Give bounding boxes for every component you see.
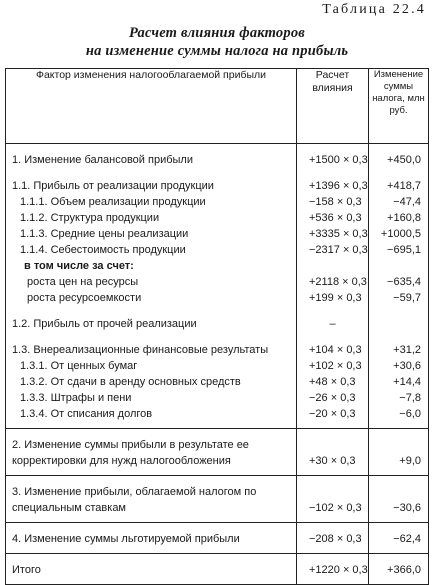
tax-factor-table — [5, 68, 429, 585]
title-line-2: на изменение суммы налога на прибыль — [85, 43, 349, 59]
calculation-value: +199 × 0,3 — [309, 292, 362, 304]
tax-change-value: +31,2 — [393, 344, 421, 356]
spacer — [12, 306, 292, 316]
tax-change-value: −6,0 — [399, 408, 421, 420]
factor-label: 2. Изменение суммы прибыли в результате ее — [12, 439, 249, 451]
table-number: Таблица 22.4 — [322, 2, 426, 17]
factor-label: роста ресурсоемкости — [27, 292, 142, 304]
calculation-cell — [297, 144, 369, 429]
calculation-cell — [297, 476, 369, 523]
calculation-cell — [297, 554, 369, 585]
spacer — [371, 306, 425, 316]
factor-label: 1.3.3. Штрафы и пени — [20, 392, 132, 404]
tax-change-value: +418,7 — [387, 180, 421, 192]
table-group-2 — [6, 429, 429, 476]
calculation-value: +3335 × 0,3 — [309, 228, 368, 240]
tax-change-value: +30,6 — [393, 360, 421, 372]
header-factor: Фактор изменения налогооблагаемой прибыли — [6, 69, 297, 144]
calculation-value: −102 × 0,3 — [309, 502, 362, 514]
calculation-value: +536 × 0,3 — [309, 212, 362, 224]
calculation-value — [301, 258, 364, 274]
tax-change-value: −62,4 — [393, 533, 421, 545]
tax-change-value: −59,7 — [393, 292, 421, 304]
factor-label: 1.1.3. Средние цены реализации — [20, 228, 189, 240]
tax-change-value: −635,4 — [387, 276, 421, 288]
tax-change-value: −47,4 — [393, 196, 421, 208]
calculation-value: +104 × 0,3 — [309, 344, 362, 356]
spacer — [301, 306, 364, 316]
tax-change-value — [371, 484, 425, 500]
calculation-value: +1396 × 0,3 — [309, 180, 368, 192]
calculation-value: +102 × 0,3 — [309, 360, 362, 372]
factor-label: 1.1.2. Структура продукции — [20, 212, 160, 224]
tax-change-value: −695,1 — [387, 244, 421, 256]
table-title — [0, 24, 434, 60]
spacer — [301, 332, 364, 342]
calculation-value: +30 × 0,3 — [309, 455, 356, 467]
tax-change-cell — [369, 429, 429, 476]
factor-label: 1.2. Прибыль от прочей реализации — [12, 318, 197, 330]
calculation-value: −20 × 0,3 — [309, 408, 356, 420]
table-total-row — [6, 554, 429, 585]
total-tax-change-value: +366,0 — [387, 564, 421, 576]
tax-change-value: +450,0 — [387, 154, 421, 166]
spacer — [371, 168, 425, 178]
factor-label: специальным ставкам — [12, 502, 126, 514]
calculation-value: +2118 × 0,3 — [309, 276, 367, 288]
title-line-1: Расчет влияния факторов — [129, 25, 305, 41]
factor-label: 3. Изменение прибыли, облагаемой налогом по — [12, 486, 257, 498]
calculation-value: +48 × 0,3 — [309, 376, 356, 388]
factor-label: 1.3. Внереализационные финансовые результаты — [12, 344, 269, 356]
calculation-value: +1500 × 0,3 — [309, 154, 368, 166]
factor-cell — [6, 429, 297, 476]
factor-label: 1.3.4. От списания долгов — [20, 408, 153, 420]
calculation-value: −208 × 0,3 — [309, 533, 362, 545]
factor-label: корректировки для нужд налогообложения — [12, 455, 231, 467]
factor-cell — [6, 476, 297, 523]
table-group-3 — [6, 476, 429, 523]
tax-change-value: +160,8 — [387, 212, 421, 224]
tax-change-cell — [369, 144, 429, 429]
factor-label: 1.1. Прибыль от реализации продукции — [12, 180, 214, 192]
tax-change-value: −7,8 — [399, 392, 421, 404]
calculation-value: −26 × 0,3 — [309, 392, 356, 404]
factor-label: 4. Изменение суммы льготируемой прибыли — [12, 533, 240, 545]
total-calculation-value: +1220 × 0,3 — [309, 564, 368, 576]
tax-change-value — [371, 437, 425, 453]
tax-change-value: +14,4 — [393, 376, 421, 388]
factor-label: 1.1.4. Себестоимость продукции — [20, 244, 186, 256]
calculation-value: – — [329, 318, 336, 330]
calculation-value: −158 × 0,3 — [309, 196, 362, 208]
spacer — [12, 332, 292, 342]
calculation-value — [301, 484, 364, 500]
spacer — [301, 168, 364, 178]
factor-label: 1.3.2. От сдачи в аренду основных средств — [20, 376, 241, 388]
tax-change-value — [371, 316, 425, 332]
factor-cell — [6, 144, 297, 429]
calculation-value: −2317 × 0,3 — [309, 244, 368, 256]
tax-change-value — [371, 258, 425, 274]
spacer — [12, 168, 292, 178]
table-header-row — [6, 69, 429, 144]
tax-change-cell — [369, 554, 429, 585]
calculation-value — [301, 437, 364, 453]
tax-change-value: +9,0 — [399, 455, 421, 467]
factor-label: 1.1.1. Объем реализации продукции — [20, 196, 206, 208]
tax-change-cell — [369, 476, 429, 523]
table-group-1 — [6, 144, 429, 429]
header-calculation: Расчет влияния — [297, 69, 369, 144]
factor-label: 1. Изменение балансовой прибыли — [12, 154, 193, 166]
tax-change-value: +1000,5 — [380, 228, 421, 240]
calculation-cell — [297, 429, 369, 476]
spacer — [371, 332, 425, 342]
factor-label: в том числе за счет: — [24, 260, 134, 272]
total-label: Итого — [12, 564, 41, 576]
tax-change-value: −30,6 — [393, 502, 421, 514]
factor-label: 1.3.1. От ценных бумаг — [20, 360, 138, 372]
factor-label: роста цен на ресурсы — [27, 276, 139, 288]
factor-cell — [6, 554, 297, 585]
header-tax-change: Изменение суммы налога, млн руб. — [369, 69, 429, 144]
